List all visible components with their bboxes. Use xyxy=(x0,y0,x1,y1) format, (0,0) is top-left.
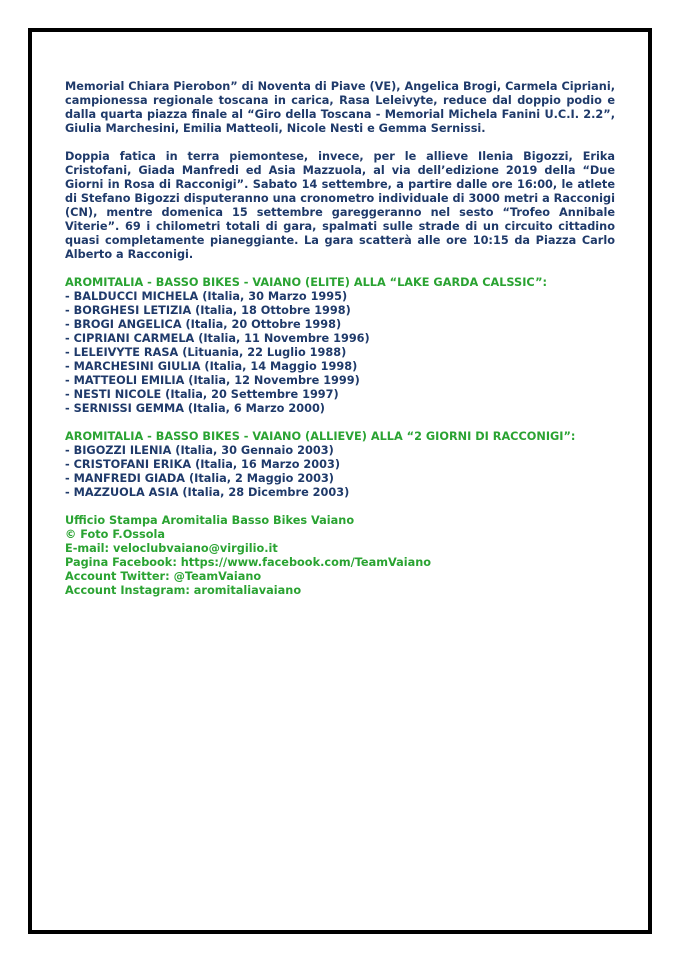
rider-item: - CIPRIANI CARMELA (Italia, 11 Novembre 1996) xyxy=(65,332,370,345)
instagram-link[interactable]: Account Instagram: aromitaliavaiano xyxy=(65,584,302,597)
rider-item: - LELEIVYTE RASA (Lituania, 22 Luglio 1988) xyxy=(65,346,347,359)
photo-credit: © Foto F.Ossola xyxy=(65,528,166,541)
rider-item: - MATTEOLI EMILIA (Italia, 12 Novembre 1999) xyxy=(65,374,360,387)
press-contacts xyxy=(65,514,615,598)
facebook-link[interactable]: Pagina Facebook: https://www.facebook.com/TeamVaiano xyxy=(65,556,432,569)
allieve-roster-heading: AROMITALIA - BASSO BIKES - VAIANO (ALLIEVE) ALLA “2 GIORNI DI RACCONIGI”: xyxy=(65,430,576,443)
rider-item: - SERNISSI GEMMA (Italia, 6 Marzo 2000) xyxy=(65,402,325,415)
press-office-label: Ufficio Stampa Aromitalia Basso Bikes Vaiano xyxy=(65,514,355,527)
rider-item: - CRISTOFANI ERIKA (Italia, 16 Marzo 2003) xyxy=(65,458,341,471)
document-body xyxy=(65,80,615,598)
rider-item: - MARCHESINI GIULIA (Italia, 14 Maggio 1998) xyxy=(65,360,358,373)
rider-item: - BIGOZZI ILENIA (Italia, 30 Gennaio 2003) xyxy=(65,444,334,457)
rider-item: - MANFREDI GIADA (Italia, 2 Maggio 2003) xyxy=(65,472,334,485)
elite-roster-heading: AROMITALIA - BASSO BIKES - VAIANO (ELITE) ALLA “LAKE GARDA CALSSIC”: xyxy=(65,276,548,289)
allieve-roster xyxy=(65,430,615,500)
rider-item: - BORGHESI LETIZIA (Italia, 18 Ottobre 1998) xyxy=(65,304,351,317)
twitter-link[interactable]: Account Twitter: @TeamVaiano xyxy=(65,570,262,583)
rider-item: - NESTI NICOLE (Italia, 20 Settembre 1997) xyxy=(65,388,339,401)
rider-item: - BROGI ANGELICA (Italia, 20 Ottobre 1998) xyxy=(65,318,342,331)
paragraph-allieve-racconigi: Doppia fatica in terra piemontese, invece, per le allieve Ilenia Bigozzi, Erika Cristofani, Giada Manfredi ed Asia Mazzuola, al via dell’edizione 2019 della “Due Giorni in Rosa di Racconigi”. Sabato 14 settembre, a partire dalle ore 16:00, le atlete di Stefano Bigozzi disputeranno una cronometro individuale di 3000 metri a Racconigi (CN), mentre domenica 15 settembre gareggeranno nel sesto “Trofeo Annibale Viterie”. 69 i chilometri totali di gara, spalmati sulle strade di un circuito cittadino quasi completamente pianeggiante. La gara scatterà alle ore 10:15 da Piazza Carlo Alberto a Racconigi. xyxy=(65,150,615,261)
email-link[interactable]: E-mail: veloclubvaiano@virgilio.it xyxy=(65,542,278,555)
rider-item: - BALDUCCI MICHELA (Italia, 30 Marzo 1995) xyxy=(65,290,348,303)
paragraph-elite-riders: Memorial Chiara Pierobon” di Noventa di Piave (VE), Angelica Brogi, Carmela Cipriani, campionessa regionale toscana in carica, Rasa Leleivyte, reduce dal doppio podio e dalla quarta piazza finale al “Giro della Toscana - Memorial Michela Fanini U.C.I. 2.2”, Giulia Marchesini, Emilia Matteoli, Nicole Nesti e Gemma Sernissi. xyxy=(65,80,615,135)
rider-item: - MAZZUOLA ASIA (Italia, 28 Dicembre 2003) xyxy=(65,486,350,499)
elite-roster xyxy=(65,276,615,416)
